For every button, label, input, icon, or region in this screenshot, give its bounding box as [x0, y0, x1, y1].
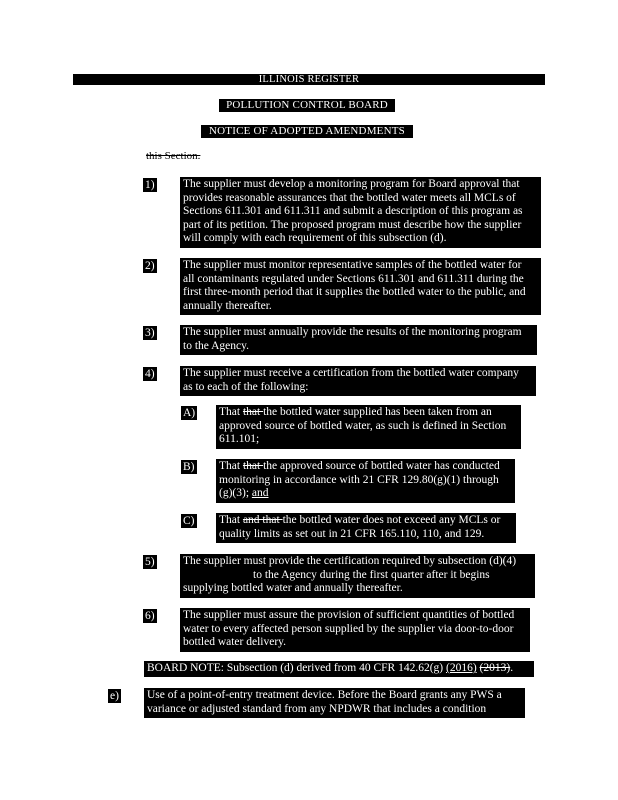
board-title: POLLUTION CONTROL BOARD — [226, 99, 388, 111]
item-text-6: The supplier must assure the provision of sufficient quantities of bottled water to every affected person supplied by the supplier via door-to-door bottled water delivery. — [180, 608, 530, 652]
item-text-e: Use of a point-of-entry treatment device. Before the Board grants any PWS a variance or adjusted standard from any NPDWR that includes a condition — [144, 688, 525, 718]
subitem-label-b: B) — [183, 461, 195, 473]
section-fragment: this Section. — [146, 150, 201, 162]
item-label-e: e) — [110, 690, 119, 702]
item-text-4: The supplier must receive a certification from the bottled water company as to each of the following: — [180, 366, 536, 396]
item-text-3: The supplier must annually provide the results of the monitoring program to the Agency. — [180, 325, 537, 355]
item-label-5: 5) — [145, 556, 155, 568]
item-label-6: 6) — [145, 610, 155, 622]
item-label-1: 1) — [145, 179, 155, 191]
subitem-text-c: That and that the bottled water does not exceed any MCLs or quality limits as set out in 21 CFR 165.110, 110, and 129. — [216, 513, 516, 543]
subitem-text-b: That that the approved source of bottled water has conducted monitoring in accordance with 21 CFR 129.80(g)(1) through (g)(3); and — [216, 459, 515, 503]
subitem-label-c: C) — [183, 515, 195, 527]
subitem-label-a: A) — [183, 407, 196, 419]
register-header — [73, 74, 545, 85]
item-text-1: The supplier must develop a monitoring program for Board approval that provides reasonable assurances that the bottled water meets all MCLs of Sections 611.301 and 611.311 and submit a description of this program as part of its petition. The proposed program must describe how the supplier will comply with each requirement of this subsection (d). — [180, 177, 541, 248]
item-text-2: The supplier must monitor representative samples of the bottled water for all contaminants regulated under Sections 611.301 and 611.311 during the first three-month period that it supplies the bottled water to the public, and annually thereafter. — [180, 258, 541, 315]
item-label-3: 3) — [145, 327, 155, 339]
item-text-5: The supplier must provide the certification required by subsection (d)(4) to the Agency during the first quarter after it begins supplying bottled water and annually thereafter. — [180, 554, 535, 598]
register-title: ILLINOIS REGISTER — [258, 74, 360, 85]
subitem-text-a: That that the bottled water supplied has been taken from an approved source of bottled water, as such is defined in Section 611.101; — [216, 405, 521, 449]
board-header — [219, 99, 395, 112]
board-note: BOARD NOTE: Subsection (d) derived from 40 CFR 142.62(g) (2016) (2013). — [144, 661, 534, 677]
notice-header — [201, 125, 413, 138]
item-label-2: 2) — [145, 260, 155, 272]
notice-title: NOTICE OF ADOPTED AMENDMENTS — [209, 125, 405, 137]
item-label-4: 4) — [145, 368, 155, 380]
